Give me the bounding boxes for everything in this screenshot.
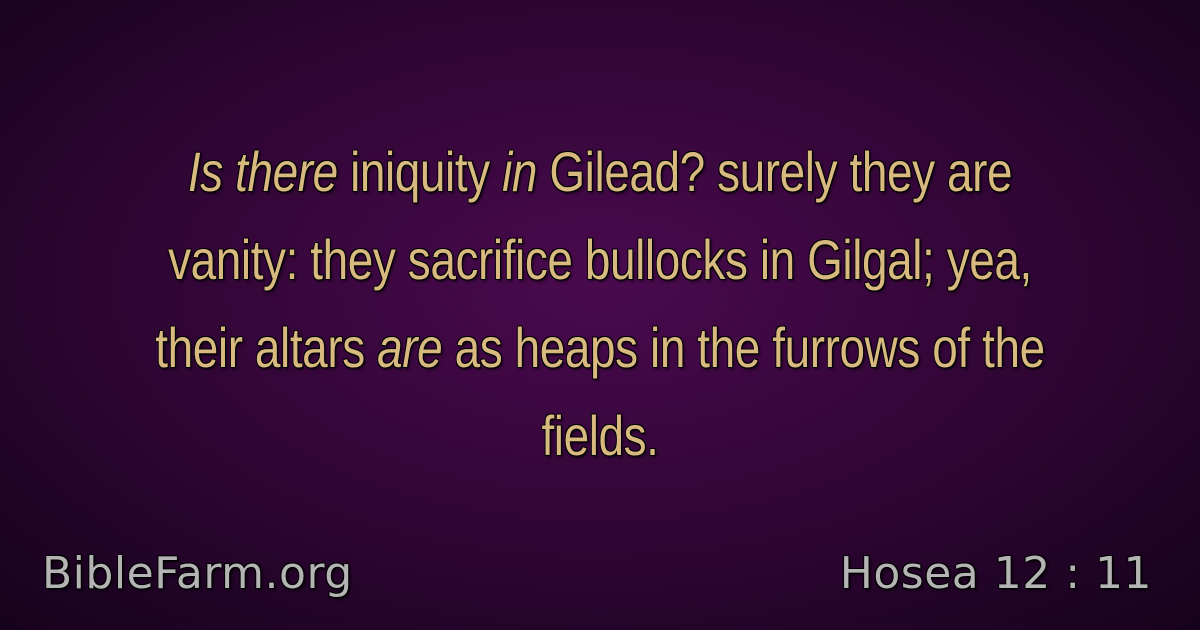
verse-segment-italic: Is there <box>187 140 338 203</box>
verse-segment-italic: in <box>502 140 538 203</box>
site-name: BibleFarm.org <box>42 548 353 599</box>
verse-text <box>141 128 1059 480</box>
verse-segment: Gilead? surely they are vanity: they sacrifice bullocks in Gilgal; yea, their altars <box>155 140 1032 379</box>
verse-reference: Hosea 12 : 11 <box>839 548 1152 599</box>
verse-segment: iniquity <box>337 140 503 203</box>
verse-segment: as heaps in the furrows of the fields. <box>442 316 1045 467</box>
verse-segment-italic: are <box>377 316 443 379</box>
